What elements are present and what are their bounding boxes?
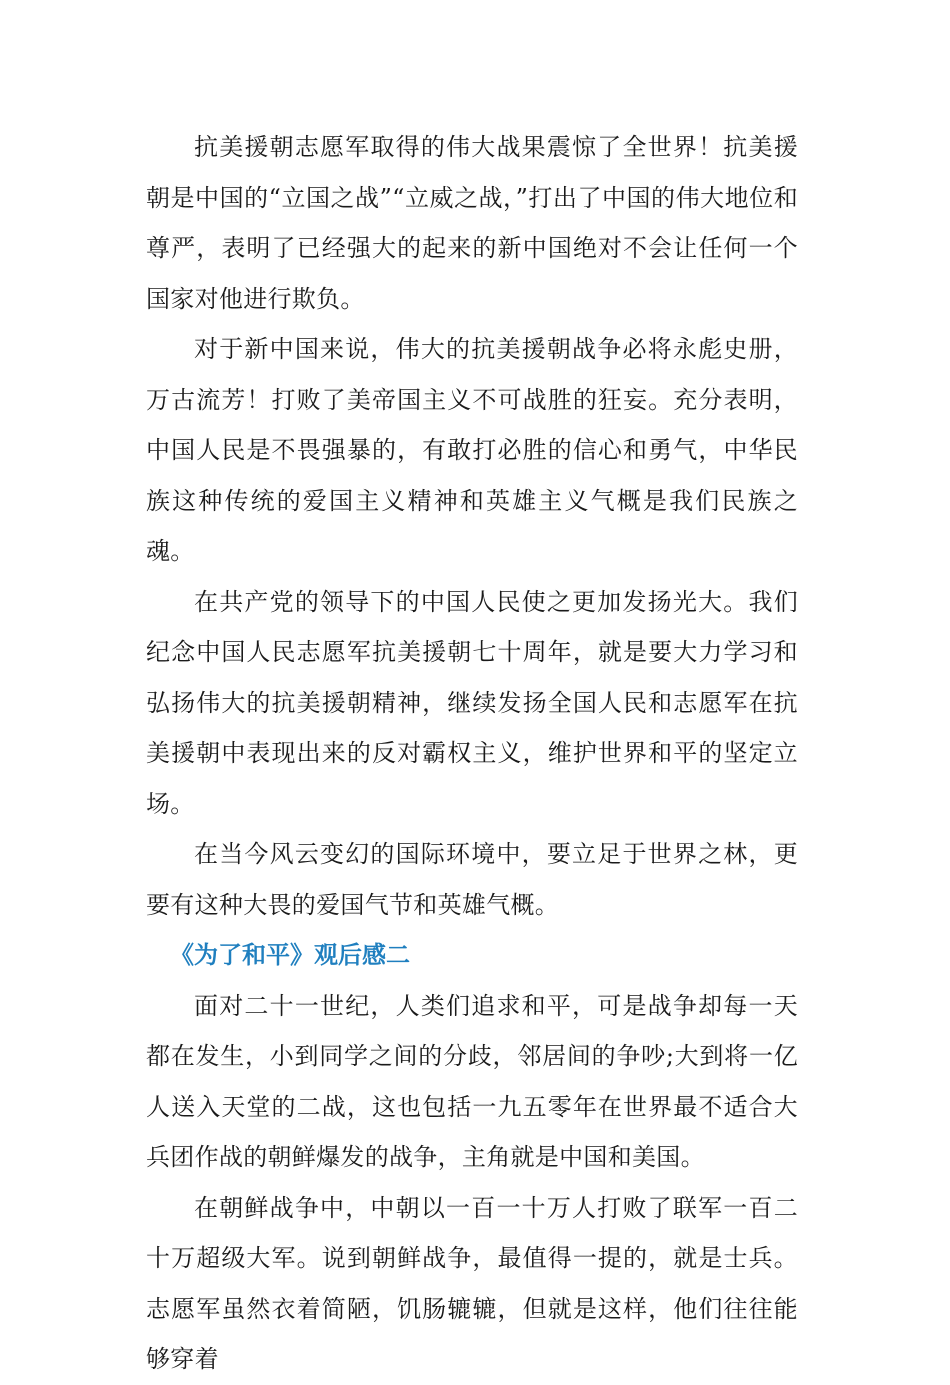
paragraph-2: 对于新中国来说，伟大的抗美援朝战争必将永彪史册，万古流芳！打败了美帝国主义不可战胜的狂妄。充分表明，中国人民是不畏强暴的，有敢打必胜的信心和勇气，中华民族这种传统的爱国主义精神和英雄主义气概是我们民族之魂。	[146, 335, 798, 565]
paragraph-1: 抗美援朝志愿军取得的伟大战果震惊了全世界！抗美援朝是中国的“立国之战”“立威之战，”打出了中国的伟大地位和尊严，表明了已经强大的起来的新中国绝对不会让任何一个国家对他进行欺负。	[146, 133, 798, 313]
paragraph-4: 在当今风云变幻的国际环境中，要立足于世界之林，更要有这种大畏的爱国气节和英雄气概。	[146, 840, 798, 919]
section-heading: 《为了和平》观后感二	[170, 941, 410, 969]
paragraph-6: 在朝鲜战争中，中朝以一百一十万人打败了联军一百二十万超级大军。说到朝鲜战争，最值得一提的，就是士兵。志愿军虽然衣着简陋，饥肠辘辘，但就是这样，他们往往能够穿着	[146, 1193, 798, 1373]
document-body	[146, 122, 798, 1385]
paragraph-3: 在共产党的领导下的中国人民使之更加发扬光大。我们纪念中国人民志愿军抗美援朝七十周年，就是要大力学习和弘扬伟大的抗美援朝精神，继续发扬全国人民和志愿军在抗美援朝中表现出来的反对霸权主义，维护世界和平的坚定立场。	[146, 587, 798, 818]
paragraph-5: 面对二十一世纪，人类们追求和平，可是战争却每一天都在发生，小到同学之间的分歧，邻居间的争吵;大到将一亿人送入天堂的二战，这也包括一九五零年在世界最不适合大兵团作战的朝鲜爆发的战争，主角就是中国和美国。	[146, 991, 798, 1171]
